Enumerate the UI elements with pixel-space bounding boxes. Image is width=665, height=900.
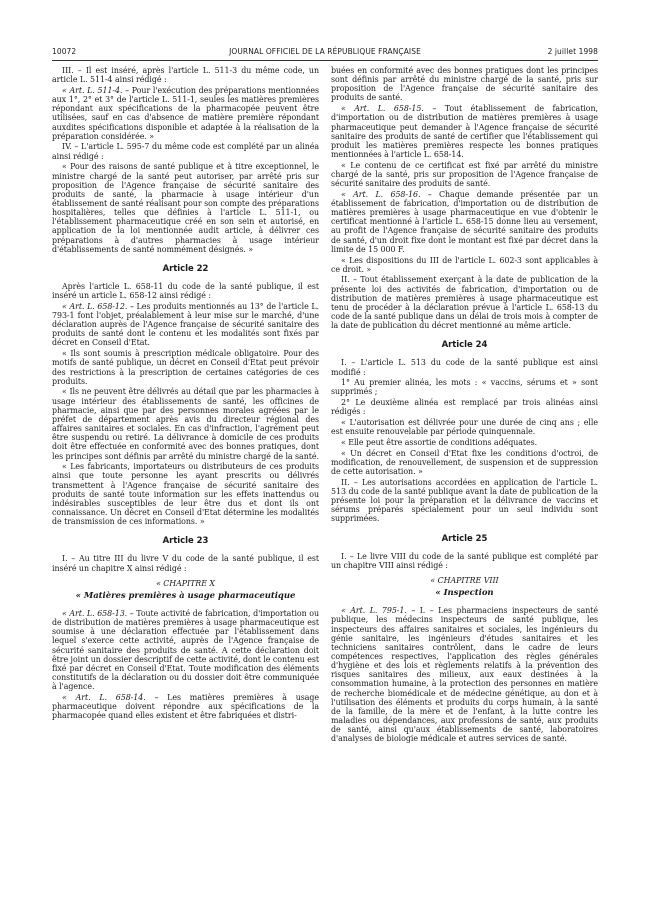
paragraph: « Les dispositions du III de l'article L. 602-3 sont applicables à ce droit. »: [331, 255, 598, 274]
article-reference: « Art. L. 795-1. –: [341, 606, 416, 616]
paragraph: I. – Au titre III du livre V du code de la santé publique, il est inséré un chapitre X ainsi rédigé :: [52, 554, 319, 573]
paragraph: II. – Tout établissement exerçant à la date de publication de la présente loi des activités de fabrication, d'importation ou de distribution de matières premières à usage pharmaceutique est tenu de procéder à la déclaration prévue à l'article L. 658-13 du code de la santé publique dans un délai de trois mois à compter de la date de publication du décret mentionné au même article.: [331, 275, 598, 331]
paragraph: « Les fabricants, importateurs ou distributeurs de ces produits ainsi que toute personne les ayant prescrits ou délivrés transmettent à l'Agence française de sécurité sanitaire des produits de santé toute information sur les effets inattendus ou indésirables susceptibles de leur être dus et dont ils ont connaissance. Un décret en Conseil d'Etat détermine les modalités de transmission de ces informations. »: [52, 462, 319, 527]
paragraph: « Art. L. 658-12. – Les produits mentionnés au 13° de l'article L. 793-1 font l'objet, préalablement à leur mise sur le marché, d'une déclaration auprès de l'Agence française de sécurité sanitaire des produits de santé dont le contenu et les modalités sont fixés par décret en Conseil d'Etat.: [52, 301, 320, 348]
page-number: 10072: [52, 46, 77, 56]
paragraph: « Art. L. 511-4. – Pour l'exécution des préparations mentionnées aux 1°, 2° et 3° de l'article L. 511-1, seules les matières premières répondant aux spécifications de la pharmacopée peuvent être utilisées, sauf en cas d'absence de matière première répondant auxdites spécifications disponible et adaptée à la réalisation de la préparation considérée. »: [52, 85, 319, 141]
article-reference: « Art. L. 658-13. –: [62, 608, 134, 618]
article-reference: « Art. L. 658-15. –: [341, 104, 437, 114]
paragraph: IV. – L'article L. 595-7 du même code est complété par un alinéa ainsi rédigé :: [52, 142, 319, 161]
paragraph: « Pour des raisons de santé publique et à titre exceptionnel, le ministre chargé de la santé peut autoriser, par arrêté pris sur proposition de l'Agence française de sécurité sanitaire des produits de santé, la pharmacie à usage intérieur d'un établissement de santé réalisant pour son compte des préparations hospitalières, telles que définies à l'article L. 511-1, ou l'établissement pharmaceutique créé en son sein et autorisé, en application de la loi mentionnée audit article, à délivrer ces préparations à d'autres pharmacies à usage intérieur d'établissements de santé nommément désignés. »: [52, 162, 319, 254]
paragraph: Après l'article L. 658-11 du code de la santé publique, il est inséré un article L. 658-12 ainsi rédigé :: [52, 281, 319, 301]
left-column: [52, 66, 319, 722]
article-heading: Article 24: [441, 340, 488, 351]
issue-date: 2 juillet 1998: [547, 46, 598, 56]
article-reference: « Art. L. 511-4. –: [62, 85, 130, 95]
paragraph: 2° Le deuxième alinéa est remplacé par trois alinéas ainsi rédigés :: [331, 398, 598, 417]
paragraph: « Art. L. 658-16. – Chaque demande présentée par un établissement de fabrication, d'importation ou de distribution de matières premières à usage pharmaceutique en vue d'obtenir le certificat mentionné à l'article L. 658-15 donne lieu au versement, au profit de l'Agence française de sécurité sanitaire des produits de santé, d'un droit fixe dont le montant est fixé par décret dans la limite de 15 000 F.: [331, 189, 598, 254]
article-reference: « Art. L. 658-14. –: [62, 692, 159, 702]
paragraph: II. – Les autorisations accordées en application de l'article L. 513 du code de la santé publique avant la date de publication de la présente loi pour la préparation et la délivrance de vaccins et sérums préparés spécialement pour un seul individu sont supprimées.: [331, 477, 598, 524]
paragraph: « Art. L. 658-13. – Toute activité de fabrication, d'importation ou de distribution de matières premières à usage pharmaceutique est soumise à une déclaration effectuée par l'établissement dans lequel s'exerce cette activité, auprès de l'Agence française de sécurité sanitaire des produits de santé. A cette déclaration doit être joint un dossier descriptif de cette activité, dont le contenu est fixé par décret en Conseil d'Etat. Toute modification des éléments constitutifs de la déclaration ou du dossier doit être communiquée à l'agence.: [52, 608, 320, 692]
article-reference: « Art. L. 658-16. –: [341, 189, 432, 199]
paragraph: « Ils sont soumis à prescription médicale obligatoire. Pour des motifs de santé publique, un décret en Conseil d'Etat peut prévoir des restrictions à la prescription de certaines catégories de ces produits.: [52, 349, 319, 386]
right-column: [331, 66, 598, 745]
paragraph: « Art. L. 795-1. – I. – Les pharmaciens inspecteurs de santé publique, les médecins inspecteurs de santé publique, les inspecteurs des affaires sanitaires et sociales, les ingénieurs du génie sanitaire, les ingénieurs d'études sanitaires et les techniciens sanitaires contrôlent, dans le cadre de leurs compétences respectives, l'application des règles générales d'hygiène et des lois et règlements relatifs à la prévention des risques sanitaires des milieux, aux eaux destinées à la consommation humaine, à la protection des personnes en matière de recherche biomédicale et de médecine génétique, au don et à l'utilisation des éléments et produits du corps humain, à la santé de la famille, de la mère et de l'enfant, à la lutte contre les maladies ou dépendances, aux professions de santé, aux produits de santé, ainsi qu'aux établissements de santé, laboratoires d'analyses de biologie médicale et autres services de santé.: [331, 606, 598, 744]
chapter-label: « CHAPITRE VIII: [430, 575, 499, 585]
article-reference: « Art. L. 658-12. –: [62, 301, 134, 311]
paragraph: « Elle peut être assortie de conditions adéquates.: [341, 437, 538, 447]
paragraph: I. – Le livre VIII du code de la santé publique est complété par un chapitre VIII ainsi rédigé :: [331, 551, 598, 570]
paragraph: buées en conformité avec des bonnes pratiques dont les principes sont définis par arrêté du ministre chargé de la santé, pris sur proposition de l'Agence française de sécurité sanitaire des produits de santé.: [331, 66, 598, 103]
paragraph: « Art. L. 658-15. – Tout établissement de fabrication, d'importation ou de distribution de matières premières à usage pharmaceutique peut demander à l'Agence française de sécurité sanitaire des produits de santé de certifier que l'établissement qui produit les matières premières respecte les bonnes pratiques mentionnées à l'article L. 658-14.: [331, 104, 599, 159]
paragraph: « L'autorisation est délivrée pour une durée de cinq ans ; elle est ensuite renouvelable par période quinquennale.: [331, 418, 598, 437]
paragraph: 1° Au premier alinéa, les mots : « vaccins, sérums et » sont supprimés ;: [331, 378, 598, 397]
article-heading: Article 22: [162, 263, 209, 274]
paragraph: « Art. L. 658-14. – Les matières premières à usage pharmaceutique doivent répondre aux spécifications de la pharmacopée quand elles existent et être fabriquées et distri-: [52, 692, 319, 721]
article-heading: Article 23: [162, 536, 209, 547]
paragraph: « Un décret en Conseil d'Etat fixe les conditions d'octroi, de modification, de renouvellement, de suspension et de suppression de cette autorisation. »: [331, 448, 598, 477]
chapter-title: « Matières premières à usage pharmaceutique: [75, 590, 296, 601]
paragraph: III. – Il est inséré, après l'article L. 511-3 du même code, un article L. 511-4 ainsi rédigé :: [52, 66, 319, 85]
article-heading: Article 25: [441, 533, 488, 544]
header-rule: [52, 60, 598, 61]
paragraph: « Ils ne peuvent être délivrés au détail que par les pharmacies à usage intérieur des établissements de santé, les officines de pharmacie, ainsi que par des personnes morales agréées par le préfet de département après avis du directeur régional des affaires sanitaires et sociales. En cas d'infraction, l'agrément peut être suspendu ou retiré. La délivrance à domicile de ces produits doit être effectuée en conformité avec des bonnes pratiques, dont les principes sont définis par arrêté du ministre chargé de la santé.: [52, 387, 319, 461]
paragraph: « Le contenu de ce certificat est fixé par arrêté du ministre chargé de la santé, pris sur proposition de l'Agence française de sécurité sanitaire des produits de santé.: [331, 160, 598, 189]
chapter-title: « Inspection: [435, 588, 494, 599]
paragraph: I. – L'article L. 513 du code de la santé publique est ainsi modifié :: [331, 358, 598, 377]
journal-title: JOURNAL OFFICIEL DE LA RÉPUBLIQUE FRANÇAISE: [229, 46, 421, 56]
page-header: [52, 46, 598, 60]
chapter-label: « CHAPITRE X: [156, 578, 215, 588]
